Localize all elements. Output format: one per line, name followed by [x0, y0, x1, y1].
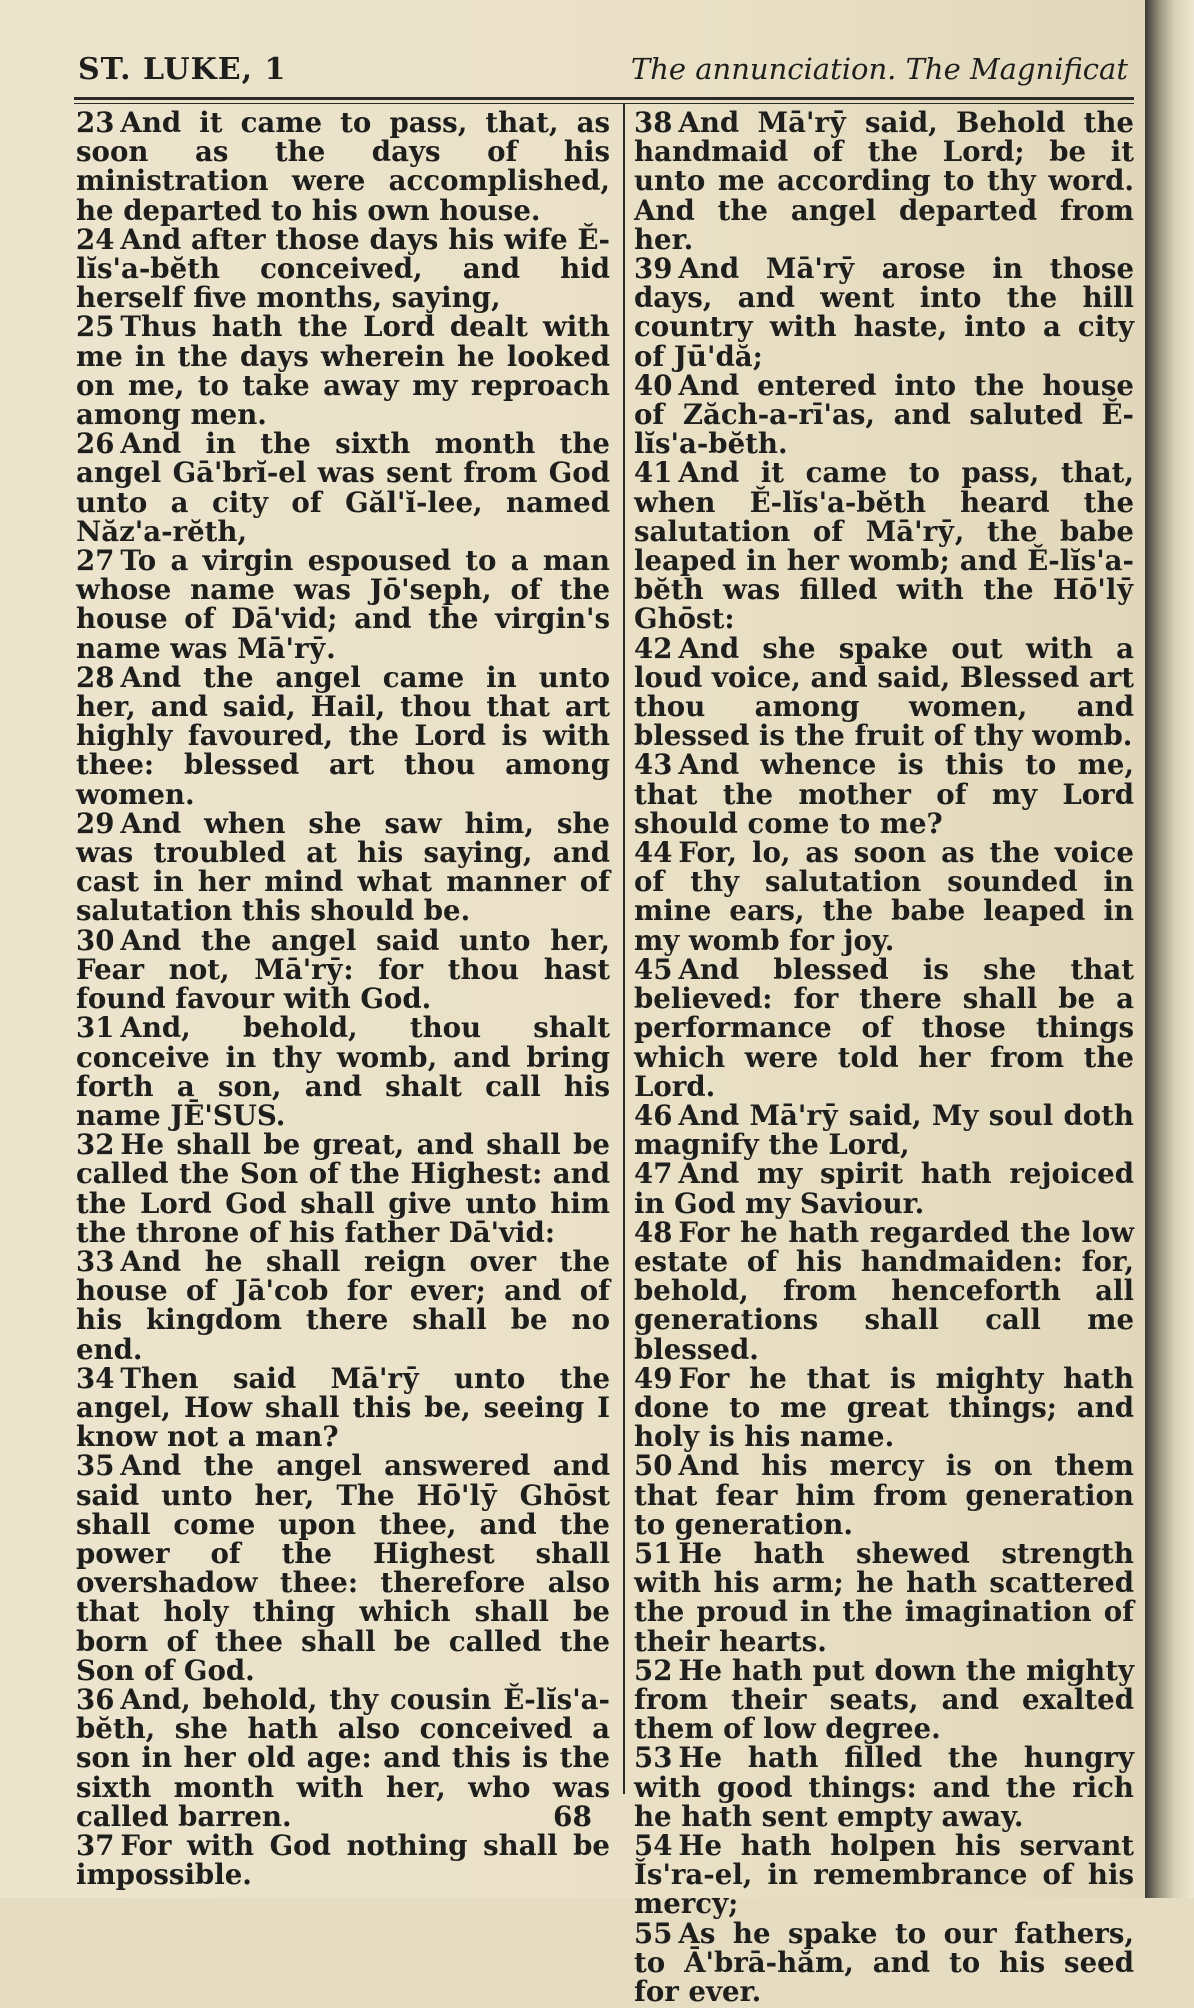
verse-text: For he hath regarded the low estate of his handmaiden: for, behold, from henceforth all generations shall call me blessed.: [634, 1215, 1134, 1366]
verse: [634, 1098, 1134, 1162]
verse: [76, 806, 610, 928]
topic-heading: The annunciation. The Magnificat: [630, 52, 1128, 86]
verse-text: Thus hath the Lord dealt with me in the days wherein he looked on me, to take away my reproach among men.: [76, 310, 610, 432]
verse-number: 45: [634, 952, 673, 986]
verse-number: 27: [76, 544, 115, 578]
verse-number: 46: [634, 1098, 673, 1132]
verse-number: 30: [76, 923, 115, 957]
verse-text: Then said Mā'rӯ unto the angel, How shall this be, seeing I know not a man?: [76, 1361, 610, 1454]
verse-text: And my spirit hath rejoiced in God my Saviour.: [634, 1157, 1134, 1220]
verse-number: 47: [634, 1157, 673, 1191]
verse-text: He hath shewed strength with his arm; he hath scattered the proud in the imagination of their hearts.: [634, 1536, 1134, 1658]
verse-number: 31: [76, 1011, 115, 1045]
verse-number: 35: [76, 1449, 115, 1483]
verse-text: And she spake out with a loud voice, and said, Blessed art thou among women, and blessed is the fruit of thy womb.: [634, 631, 1134, 753]
verse: [76, 546, 610, 663]
verse-text: And Mā'rӯ said, My soul doth magnify the Lord,: [634, 1098, 1134, 1162]
verse: [634, 1215, 1134, 1366]
verse: [634, 1828, 1134, 1921]
verse-number: 48: [634, 1215, 673, 1249]
verse-text: And his mercy is on them that fear him from generation to generation.: [634, 1449, 1134, 1541]
verse: [76, 1828, 610, 1892]
verse-number: 23: [76, 106, 115, 139]
verse-text: And Mā'rӯ arose in those days, and went into the hill country with haste, into a city of Jū'dă;: [634, 252, 1134, 373]
verse: [634, 838, 1134, 955]
verse-text: For, lo, as soon as the voice of thy salutation sounded in mine ears, the babe leaped in my womb for joy.: [634, 836, 1134, 957]
verse-number: 33: [76, 1244, 115, 1278]
verse-text: And entered into the house of Zăch-a-rī'as, and saluted Ĕ-lĭs'a-bĕth.: [634, 368, 1134, 461]
verse-text: For with God nothing shall be impossible.: [76, 1828, 610, 1892]
verse-number: 25: [76, 310, 115, 344]
verse-text: And whence is this to me, that the mother of my Lord should come to me?: [634, 748, 1134, 840]
verse-text: And it came to pass, that, when Ĕ-lĭs'a-bĕth heard the salutation of Mā'rӯ, the babe leaped in her womb; and Ĕ-lĭs'a-bĕth was filled with the Hō'lӯ Ghōst:: [634, 456, 1134, 636]
verse-text: And when she saw him, she was troubled at his saying, and cast in her mind what manner of salutation this should be.: [76, 806, 610, 928]
verse: [634, 952, 1134, 1103]
page-number: 68: [553, 1800, 592, 1833]
verse: [76, 429, 610, 546]
running-header: [78, 52, 1128, 92]
verse-text: To a virgin espoused to a man whose name was Jō'seph, of the house of Dā'vid; and the virgin's name was Mā'rӯ.: [76, 544, 610, 665]
verse-text: As he spake to our fathers, to Ā'brā-hăm, and to his seed for ever.: [634, 1916, 1134, 2008]
verse: [76, 1361, 610, 1454]
verse-number: 41: [634, 456, 673, 490]
verse-number: 54: [634, 1828, 673, 1862]
verse-number: 42: [634, 631, 673, 665]
column-divider: [623, 104, 625, 1794]
verse-number: 53: [634, 1741, 673, 1775]
verse: [76, 108, 610, 225]
verse: [634, 1451, 1134, 1539]
verse-number: 24: [76, 222, 115, 256]
verse: [76, 923, 610, 1016]
verse-number: 49: [634, 1361, 673, 1395]
verse-text: He shall be great, and shall be called the Son of the Highest: and the Lord God shall give unto him the throne of his father Dā'vid:: [76, 1128, 610, 1249]
verse-text: And it came to pass, that, as soon as the days of his ministration were accomplished, he departed to his own house.: [76, 106, 610, 227]
header-rule: [74, 97, 1134, 100]
verse-number: 43: [634, 748, 673, 782]
verse-text: For he that is mighty hath done to me great things; and holy is his name.: [634, 1361, 1134, 1454]
verse-text: And the angel answered and said unto her, The Hō'lӯ Ghōst shall come upon thee, and the power of the Highest shall overshadow thee: therefore also that holy thing which shall be born of thee shall be called the Son of God.: [76, 1449, 610, 1687]
verse-number: 39: [634, 252, 673, 286]
verse-text: And after those days his wife Ĕ-lĭs'a-bĕth conceived, and hid herself five months, saying,: [76, 222, 610, 315]
header-rule-thin: [74, 103, 1134, 104]
verse: [76, 660, 610, 811]
verse: [634, 1536, 1134, 1658]
verse-text: He hath put down the mighty from their seats, and exalted them of low degree.: [634, 1653, 1134, 1746]
verse-text: And blessed is she that believed: for there shall be a performance of those things which were told her from the Lord.: [634, 952, 1134, 1103]
verse-number: 50: [634, 1449, 673, 1483]
verse-number: 32: [76, 1128, 115, 1162]
verse-text: And the angel said unto her, Fear not, Mā'rӯ: for thou hast found favour with God.: [76, 923, 610, 1016]
verse-text: And he shall reign over the house of Jā'cob for ever; and of his kingdom there shall be no end.: [76, 1244, 610, 1366]
verse: [634, 631, 1134, 753]
verse-text: And, behold, thy cousin Ĕ-lĭs'a-bĕth, she hath also conceived a son in her old age: and this is the sixth month with her, who was called barren.: [76, 1682, 610, 1833]
page-edge-shadow: [1145, 0, 1194, 1898]
verse-number: 26: [76, 427, 115, 461]
verse-number: 34: [76, 1361, 115, 1395]
verse-number: 37: [76, 1828, 115, 1862]
verse-number: 44: [634, 836, 673, 870]
verse: [634, 254, 1134, 371]
verse: [634, 1916, 1134, 2008]
verse: [634, 1157, 1134, 1220]
verse: [634, 368, 1134, 461]
right-column: [634, 108, 1134, 2006]
book-chapter-heading: ST. LUKE, 1: [78, 52, 287, 87]
verse: [76, 222, 610, 315]
verse-number: 52: [634, 1653, 673, 1687]
verse: [76, 310, 610, 432]
verse-text: He hath holpen his servant Ĭs'ra-el, in remembrance of his mercy;: [634, 1828, 1134, 1921]
verse-number: 55: [634, 1916, 673, 1950]
verse-text: And Mā'rӯ said, Behold the handmaid of the Lord; be it unto me according to thy word. And the angel departed from her.: [634, 106, 1134, 256]
verse: [634, 456, 1134, 636]
verse: [634, 1361, 1134, 1454]
verse-number: 38: [634, 106, 673, 139]
verse: [634, 108, 1134, 254]
verse: [76, 1244, 610, 1366]
verse: [634, 1653, 1134, 1746]
verse: [76, 1013, 610, 1130]
verse-number: 36: [76, 1682, 115, 1716]
verse: [76, 1130, 610, 1247]
verse: [76, 1451, 610, 1685]
verse-number: 29: [76, 806, 115, 840]
verse-number: 51: [634, 1536, 673, 1570]
verse-text: He hath filled the hungry with good things: and the rich he hath sent empty away.: [634, 1741, 1134, 1833]
verse-text: And in the sixth month the angel Gā'brĭ-el was sent from God unto a city of Găl'ĭ-lee, named Năz'a-rĕth,: [76, 427, 610, 548]
verse-text: And, behold, thou shalt conceive in thy womb, and bring forth a son, and shalt call his name JĒ'SUS.: [76, 1011, 610, 1132]
verse: [634, 750, 1134, 838]
verse-number: 40: [634, 368, 673, 402]
left-column: [76, 106, 610, 1892]
verse-text: And the angel came in unto her, and said, Hail, thou that art highly favoured, the Lord is with thee: blessed art thou among women.: [76, 660, 610, 811]
verse-number: 28: [76, 660, 115, 694]
